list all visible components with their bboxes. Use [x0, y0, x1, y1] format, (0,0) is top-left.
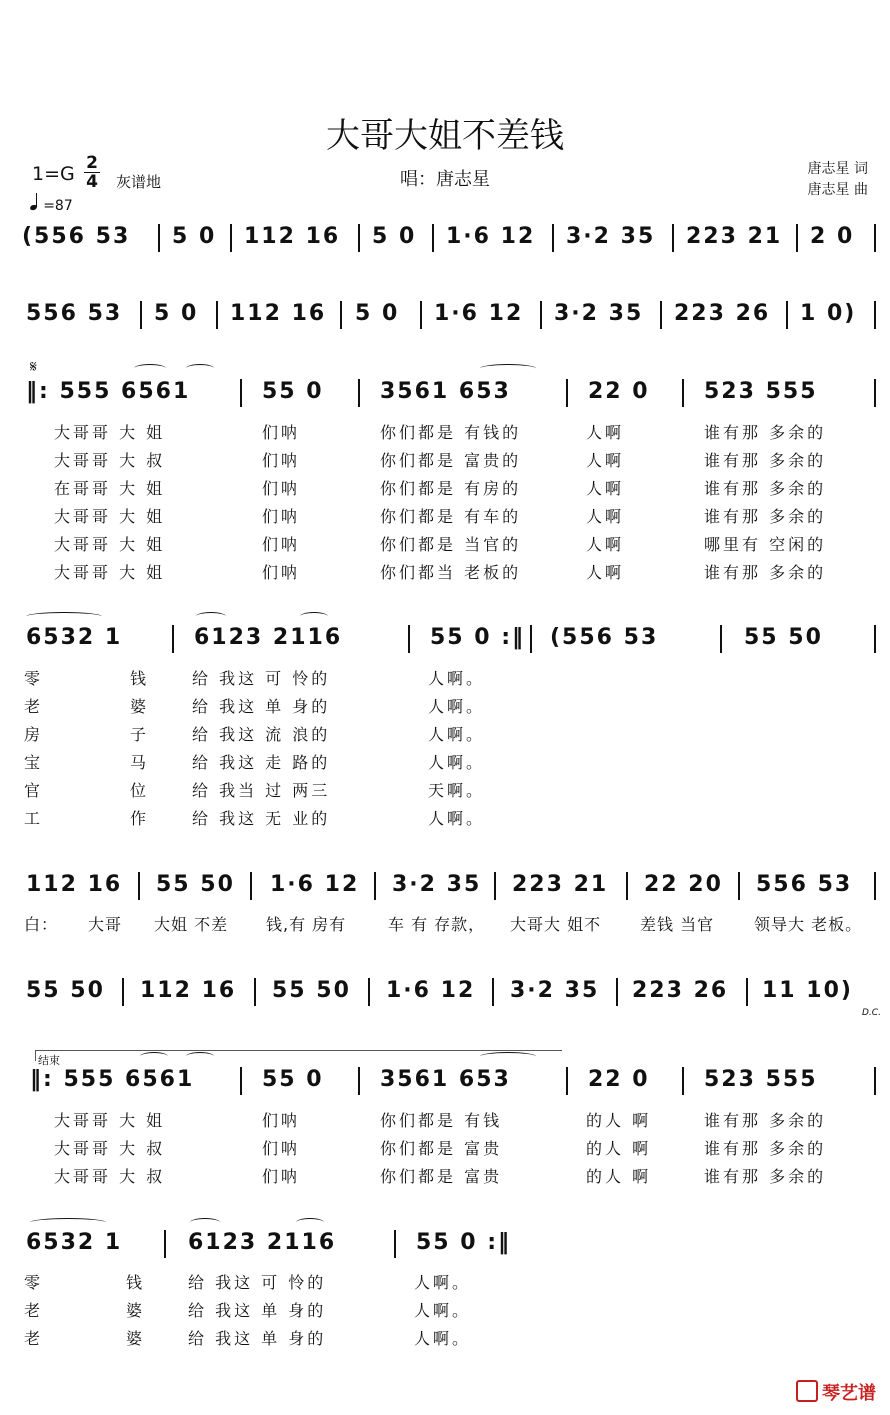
lyric-phrase: 们呐 [262, 1167, 301, 1186]
bar-line [874, 1067, 876, 1095]
bar-line [874, 379, 876, 407]
bar-line [530, 625, 532, 653]
measure: 55 0 :‖ [416, 1230, 512, 1255]
lyric-phrase: 给 我这 无 业的 [192, 809, 331, 828]
bar-line [874, 872, 876, 900]
measure: 112 16 [140, 978, 237, 1003]
bar-line [874, 224, 876, 252]
score-line [0, 623, 890, 653]
lyric-phrase: 婆 [130, 697, 150, 716]
key-signature: 1=G [32, 163, 75, 185]
bar-line [566, 379, 568, 407]
slur-mark [190, 1218, 220, 1227]
measure: 55 50 [26, 978, 105, 1003]
score-line [0, 870, 890, 900]
lyric-phrase: 的人 啊 [586, 1167, 652, 1186]
measure: 223 21 [686, 224, 783, 249]
lyric-phrase: 作 [130, 809, 150, 828]
lyric-line [0, 750, 890, 772]
lyric-phrase: 婆 [126, 1301, 146, 1320]
tempo-value: =87 [43, 198, 73, 214]
lyric-phrase: 谁有那 多余的 [704, 451, 827, 470]
lyric-phrase: 你们都是 有车的 [380, 507, 522, 526]
lyric-line [0, 722, 890, 744]
bar-line [358, 1067, 360, 1095]
measure: 2 0 [810, 224, 855, 249]
bar-line [140, 301, 142, 329]
bar-line [672, 224, 674, 252]
measure: 523 555 [704, 379, 818, 404]
spoken-phrase: 车 有 存款， [388, 915, 486, 934]
lyric-line [0, 1270, 890, 1292]
bar-line [358, 224, 360, 252]
lyric-phrase: 们呐 [262, 479, 301, 498]
bar-line [164, 1230, 166, 1258]
bar-line [720, 625, 722, 653]
lyric-phrase: 人啊。 [414, 1301, 472, 1320]
measure: 5 0 [154, 301, 199, 326]
lyric-phrase: 官 [24, 781, 44, 800]
lyric-line [0, 1108, 890, 1130]
dc-marking: D.C. [862, 1008, 881, 1018]
bar-line [420, 301, 422, 329]
lyric-phrase: 大哥哥 大 姐 [54, 507, 166, 526]
lyric-phrase: 给 我这 单 身的 [188, 1301, 327, 1320]
measure: (556 53 [22, 224, 131, 249]
lyric-phrase: 人啊 [586, 451, 625, 470]
bar-line [616, 978, 618, 1006]
score-line [0, 1228, 890, 1258]
lyric-line [0, 694, 890, 716]
lyric-line [0, 1136, 890, 1158]
lyric-phrase: 你们都是 有房的 [380, 479, 522, 498]
segno-sign: 𝄋 [30, 357, 37, 376]
lyric-phrase: 人啊 [586, 423, 625, 442]
lyric-phrase: 人啊 [586, 535, 625, 554]
quarter-note-icon [29, 204, 37, 211]
bar-line [786, 301, 788, 329]
lyric-phrase: 大哥哥 大 叔 [54, 1167, 166, 1186]
lyric-line [0, 1298, 890, 1320]
lyric-phrase: 们呐 [262, 507, 301, 526]
measure: 223 21 [512, 872, 609, 897]
lyric-phrase: 你们都是 有钱的 [380, 423, 522, 442]
lyric-phrase: 钱 [126, 1273, 146, 1292]
logo-icon [796, 1380, 818, 1402]
lyric-phrase: 给 我这 单 身的 [192, 697, 331, 716]
bar-line [492, 978, 494, 1006]
spoken-phrase: 白： [24, 915, 59, 934]
lyric-phrase: 人啊。 [414, 1273, 472, 1292]
lyric-phrase: 给 我这 走 路的 [192, 753, 331, 772]
lyric-line [0, 1164, 890, 1186]
lyric-phrase: 老 [24, 697, 44, 716]
spoken-phrase: 大哥 [88, 915, 123, 934]
slur-mark [30, 1218, 106, 1227]
lyric-line [0, 448, 890, 470]
slur-mark [296, 1218, 324, 1227]
slur-mark [134, 364, 166, 373]
lyric-phrase: 大哥哥 大 姐 [54, 423, 166, 442]
lyric-phrase: 谁有那 多余的 [704, 423, 827, 442]
measure: 3·2 35 [392, 872, 482, 897]
spoken-phrase: 领导大 老板。 [754, 915, 863, 934]
lyric-phrase: 人啊 [586, 479, 625, 498]
bar-line [254, 978, 256, 1006]
lyric-phrase: 人啊 [586, 563, 625, 582]
lyric-phrase: 给 我当 过 两三 [192, 781, 331, 800]
lyric-phrase: 人啊。 [428, 725, 486, 744]
lyric-phrase: 的人 啊 [586, 1111, 652, 1130]
lyric-phrase: 马 [130, 753, 150, 772]
lyric-line [0, 532, 890, 554]
measure: 1·6 12 [270, 872, 360, 897]
measure: 6123 2116 [194, 625, 343, 650]
lyric-phrase: 宝 [24, 753, 44, 772]
bar-line [240, 1067, 242, 1095]
measure: 3·2 35 [566, 224, 656, 249]
composer-credit: 唐志星 曲 [807, 182, 868, 198]
lyric-line [0, 504, 890, 526]
lyric-phrase: 谁有那 多余的 [704, 1167, 827, 1186]
measure: 3561 653 [380, 1067, 511, 1092]
bar-line [540, 301, 542, 329]
lyric-phrase: 你们都是 富贵 [380, 1167, 503, 1186]
lyric-phrase: 婆 [126, 1329, 146, 1348]
lyric-phrase: 谁有那 多余的 [704, 1111, 827, 1130]
bar-line [158, 224, 160, 252]
lyric-phrase: 子 [130, 725, 150, 744]
lyric-phrase: 哪里有 空闲的 [704, 535, 827, 554]
measure: 55 0 [262, 379, 324, 404]
bar-line [566, 1067, 568, 1095]
lyric-phrase: 钱 [130, 669, 150, 688]
bar-line [796, 224, 798, 252]
lyric-phrase: 人啊。 [428, 697, 486, 716]
tone-note: 灰谱地 [116, 173, 162, 191]
lyric-phrase: 给 我这 单 身的 [188, 1329, 327, 1348]
measure: 223 26 [632, 978, 729, 1003]
measure: 1·6 12 [446, 224, 536, 249]
lyric-phrase: 零 [24, 669, 44, 688]
lyric-phrase: 给 我这 可 怜的 [188, 1273, 327, 1292]
measure: 6532 1 [26, 1230, 123, 1255]
page-title: 大哥大姐不差钱 [326, 116, 564, 156]
measure: (556 53 [550, 625, 659, 650]
lyric-phrase: 在哥哥 大 姐 [54, 479, 166, 498]
spoken-phrase: 钱,有 房有 [266, 915, 347, 934]
lyric-phrase: 你们都是 富贵的 [380, 451, 522, 470]
measure: 55 0 [262, 1067, 324, 1092]
lyric-phrase: 你们都是 有钱 [380, 1111, 503, 1130]
bar-line [230, 224, 232, 252]
measure: 55 50 [744, 625, 823, 650]
bar-line [340, 301, 342, 329]
spoken-line [0, 912, 890, 934]
lyric-line [0, 778, 890, 800]
volta-label: 结束 [38, 1054, 60, 1067]
measure: 223 26 [674, 301, 771, 326]
lyric-phrase: 房 [24, 725, 44, 744]
bar-line [250, 872, 252, 900]
lyric-line [0, 476, 890, 498]
score-line [0, 222, 890, 252]
measure: 55 50 [272, 978, 351, 1003]
measure: 6123 2116 [188, 1230, 337, 1255]
measure: 22 0 [588, 1067, 650, 1092]
slur-mark [196, 612, 226, 621]
bar-line [746, 978, 748, 1006]
measure: 112 16 [26, 872, 123, 897]
measure: 5 0 [172, 224, 217, 249]
measure: 22 20 [644, 872, 723, 897]
lyric-phrase: 们呐 [262, 1139, 301, 1158]
slur-mark [186, 364, 214, 373]
bar-line [660, 301, 662, 329]
slur-mark [480, 1052, 536, 1061]
lyric-phrase: 天啊。 [428, 781, 486, 800]
measure: 55 50 [156, 872, 235, 897]
lyric-line [0, 420, 890, 442]
bar-line [626, 872, 628, 900]
measure: 5 0 [355, 301, 400, 326]
lyric-phrase: 大哥哥 大 姐 [54, 563, 166, 582]
bar-line [874, 301, 876, 329]
lyric-phrase: 人啊。 [428, 669, 486, 688]
measure: 556 53 [26, 301, 123, 326]
measure: 3561 653 [380, 379, 511, 404]
lyric-phrase: 大哥哥 大 叔 [54, 1139, 166, 1158]
lyric-line [0, 560, 890, 582]
bar-line [552, 224, 554, 252]
score-line [0, 299, 890, 329]
lyric-line [0, 1326, 890, 1348]
measure: ‖: 555 6561 [30, 1067, 195, 1092]
lyric-phrase: 大哥哥 大 姐 [54, 1111, 166, 1130]
measure: 112 16 [244, 224, 341, 249]
measure: 3·2 35 [510, 978, 600, 1003]
lyric-phrase: 你们都是 富贵 [380, 1139, 503, 1158]
bar-line [738, 872, 740, 900]
lyric-phrase: 老 [24, 1329, 44, 1348]
lyric-phrase: 们呐 [262, 535, 301, 554]
lyric-phrase: 人啊。 [414, 1329, 472, 1348]
slur-mark [186, 1052, 214, 1061]
time-signature-top: 2 [84, 154, 100, 173]
measure: 5 0 [372, 224, 417, 249]
bar-line [216, 301, 218, 329]
slur-mark [300, 612, 328, 621]
score-line [0, 976, 890, 1006]
lyric-line [0, 666, 890, 688]
measure: 1·6 12 [434, 301, 524, 326]
bar-line [682, 1067, 684, 1095]
measure: 3·2 35 [554, 301, 644, 326]
measure: 112 16 [230, 301, 327, 326]
lyric-phrase: 给 我这 可 怜的 [192, 669, 331, 688]
slur-mark [26, 612, 102, 621]
spoken-phrase: 大哥大 姐不 [510, 915, 602, 934]
lyric-phrase: 你们都是 当官的 [380, 535, 522, 554]
lyric-phrase: 谁有那 多余的 [704, 563, 827, 582]
lyric-phrase: 谁有那 多余的 [704, 479, 827, 498]
bar-line [494, 872, 496, 900]
bar-line [240, 379, 242, 407]
bar-line [138, 872, 140, 900]
lyric-phrase: 的人 啊 [586, 1139, 652, 1158]
lyric-phrase: 你们都当 老板的 [380, 563, 522, 582]
lyric-phrase: 谁有那 多余的 [704, 1139, 827, 1158]
bar-line [874, 625, 876, 653]
measure: 1·6 12 [386, 978, 476, 1003]
singer: 唱：唐志星 [400, 169, 490, 190]
measure: 11 10) [762, 978, 853, 1003]
lyric-phrase: 给 我这 流 浪的 [192, 725, 331, 744]
lyric-phrase: 人啊 [586, 507, 625, 526]
measure: 523 555 [704, 1067, 818, 1092]
measure: 55 0 :‖ [430, 625, 526, 650]
bar-line [394, 1230, 396, 1258]
bar-line [358, 379, 360, 407]
slur-mark [480, 364, 536, 373]
lyric-phrase: 人啊。 [428, 809, 486, 828]
lyric-phrase: 们呐 [262, 563, 301, 582]
bar-line [122, 978, 124, 1006]
lyric-phrase: 们呐 [262, 1111, 301, 1130]
tempo-marking [30, 193, 73, 214]
bar-line [172, 625, 174, 653]
bar-line [432, 224, 434, 252]
measure: 22 0 [588, 379, 650, 404]
lyric-phrase: 们呐 [262, 423, 301, 442]
bar-line [374, 872, 376, 900]
measure: 556 53 [756, 872, 853, 897]
lyric-phrase: 大哥哥 大 姐 [54, 535, 166, 554]
bar-line [368, 978, 370, 1006]
slur-mark [140, 1052, 168, 1061]
lyric-phrase: 们呐 [262, 451, 301, 470]
score-line [0, 377, 890, 407]
lyric-line [0, 806, 890, 828]
score-line [0, 1065, 890, 1095]
time-signature-bottom: 4 [86, 172, 98, 192]
measure: 1 0) [800, 301, 857, 326]
site-logo [796, 1379, 876, 1405]
lyric-phrase: 位 [130, 781, 150, 800]
spoken-phrase: 大姐 不差 [154, 915, 229, 934]
lyric-phrase: 大哥哥 大 叔 [54, 451, 166, 470]
lyric-phrase: 人啊。 [428, 753, 486, 772]
lyric-phrase: 老 [24, 1301, 44, 1320]
logo-text: 琴艺谱 [822, 1383, 876, 1404]
lyric-phrase: 工 [24, 809, 44, 828]
lyric-phrase: 零 [24, 1273, 44, 1292]
bar-line [408, 625, 410, 653]
lyric-phrase: 谁有那 多余的 [704, 507, 827, 526]
spoken-phrase: 差钱 当官 [640, 915, 715, 934]
lyricist-credit: 唐志星 词 [807, 161, 868, 177]
bar-line [682, 379, 684, 407]
measure: ‖: 555 6561 [26, 379, 191, 404]
measure: 6532 1 [26, 625, 123, 650]
